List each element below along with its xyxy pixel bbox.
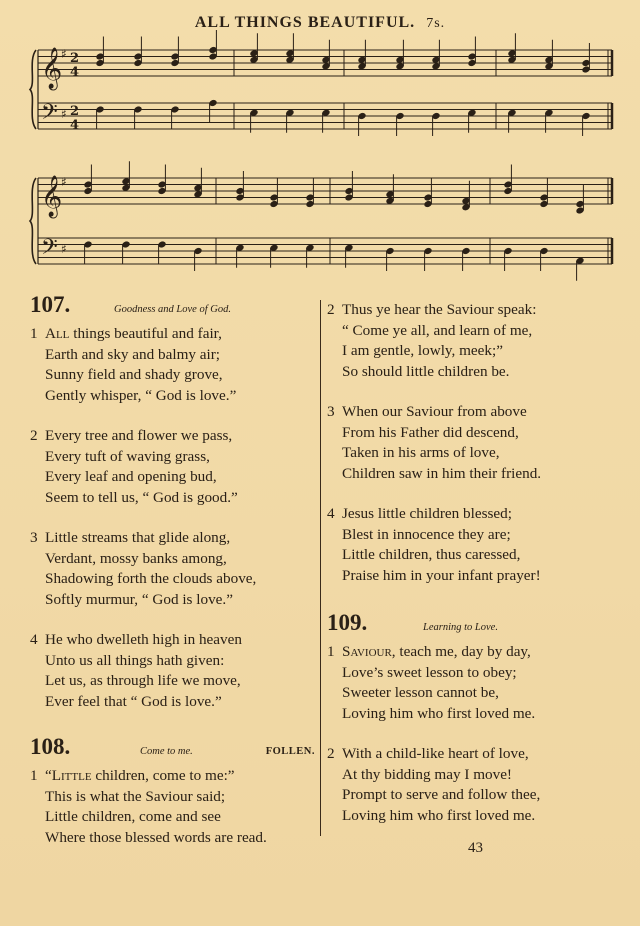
column-divider — [320, 300, 321, 836]
bass-clef: 𝄢 — [41, 235, 58, 265]
verse-line: “ Come ye all, and learn of me, — [342, 321, 533, 339]
verse-first-text: Thus ye hear the Saviour speak: — [342, 301, 537, 318]
bass-clef: 𝄢 — [41, 100, 58, 130]
verse — [30, 630, 315, 712]
brace — [30, 178, 36, 264]
verse — [327, 504, 627, 586]
verse — [30, 324, 315, 406]
verse-first-text: Little streams that glide along, — [45, 529, 231, 546]
verse-line: Every tuft of waving grass, — [45, 447, 210, 465]
verse-number: 3 — [30, 529, 38, 546]
verse-number: 1 — [327, 643, 335, 660]
right-column — [327, 300, 627, 826]
verse-number: 4 — [327, 505, 335, 522]
verse-first-word: “Little — [45, 767, 92, 784]
hymn-number: 108. — [30, 734, 71, 759]
hymn-number: 109. — [327, 610, 368, 635]
verse-line: Taken in his arms of love, — [342, 444, 500, 461]
verse-first-text: Jesus little children blessed; — [342, 505, 512, 522]
verse-first-text: Every tree and flower we pass, — [45, 427, 233, 444]
verse-number: 2 — [327, 301, 335, 318]
hymn-header — [30, 292, 315, 320]
verse-line: Every leaf and opening bud, — [45, 468, 217, 485]
verse-first-text: When our Saviour from above — [342, 403, 527, 420]
verse-line: Loving him who first loved me. — [342, 704, 536, 722]
verse-line: Verdant, mossy banks among, — [45, 549, 227, 567]
verse — [30, 766, 315, 848]
verse — [30, 528, 315, 610]
verse-first-line — [327, 744, 627, 765]
verse-line: Ever feel that “ God is love.” — [45, 692, 222, 710]
tune-title: ALL THINGS BEAUTIFUL. — [194, 14, 416, 31]
verse — [327, 642, 627, 724]
verse — [30, 426, 315, 508]
time-signature-bottom: 4 — [70, 65, 80, 80]
hymn-subtitle: Come to me. — [140, 746, 193, 757]
verse-number: 4 — [30, 631, 38, 648]
verse-line: Seem to tell us, “ God is good.” — [45, 488, 238, 506]
verse-first-word: All — [45, 325, 70, 342]
tune-meter: 7s. — [426, 16, 446, 31]
verse-line: Unto us all things hath given: — [45, 651, 225, 669]
left-column — [30, 292, 315, 848]
key-sharp: ♯ — [61, 175, 67, 189]
verse-first-word: Saviour, — [342, 643, 396, 660]
verse-line: Little children, come and see — [45, 808, 221, 825]
hymn-header — [30, 734, 315, 762]
key-sharp: ♯ — [61, 47, 67, 61]
verse-number: 1 — [30, 767, 38, 784]
verse — [327, 402, 627, 484]
time-signature-bottom: 4 — [70, 118, 80, 133]
verse-line: Softly murmur, “ God is love.” — [45, 590, 233, 608]
music-score — [0, 0, 640, 290]
hymn-subtitle: Learning to Love. — [423, 622, 498, 633]
treble-clef: 𝄞 — [41, 176, 63, 217]
verse-line: Loving him who first loved me. — [342, 806, 536, 824]
verse-line: Sweeter lesson cannot be, — [342, 684, 499, 701]
verse-first-text: teach me, day by day, — [395, 643, 531, 660]
brace — [30, 50, 36, 129]
verse-line: Children saw in him their friend. — [342, 464, 542, 482]
verse-first-line — [30, 766, 315, 787]
hymn-number: 107. — [30, 292, 71, 317]
verse-line: Sunny field and shady grove, — [45, 366, 223, 383]
verse-first-line — [327, 504, 627, 525]
page-number: 43 — [468, 840, 483, 856]
staff-lines — [30, 50, 612, 264]
time-signature-top: 2 — [70, 51, 80, 66]
verse-line: Prompt to serve and follow thee, — [342, 786, 541, 803]
verse-line: Gently whisper, “ God is love.” — [45, 386, 237, 404]
verse-first-line — [30, 324, 315, 345]
verse-first-line — [327, 402, 627, 423]
verse-line: From his Father did descend, — [342, 423, 519, 441]
verse-line: Earth and sky and balmy air; — [45, 345, 221, 363]
verse-first-text: things beautiful and fair, — [69, 325, 222, 342]
verse-number: 2 — [30, 427, 38, 444]
time-signature-top: 2 — [70, 104, 80, 119]
hymn-header — [327, 610, 627, 638]
verse-first-text: With a child-like heart of love, — [342, 745, 529, 762]
verse-first-line — [327, 642, 627, 663]
verse-line: Where those blessed words are read. — [45, 828, 267, 846]
verse — [327, 744, 627, 826]
notes — [84, 30, 591, 281]
verse-line: This is what the Saviour said; — [45, 787, 226, 805]
verse-number: 2 — [327, 745, 335, 762]
verse-first-text: He who dwelleth high in heaven — [45, 631, 242, 648]
verse-line: I am gentle, lowly, meek;” — [342, 342, 503, 359]
verse-line: Little children, thus caressed, — [342, 546, 521, 563]
clefs — [41, 47, 79, 265]
key-sharp: ♯ — [61, 242, 67, 256]
key-sharp: ♯ — [61, 107, 67, 121]
verse-number: 1 — [30, 325, 38, 342]
hymn-author: FOLLEN. — [265, 746, 315, 757]
verse-first-line — [30, 426, 315, 447]
verse-line: Let us, as through life we move, — [45, 672, 241, 689]
verse-line: Love’s sweet lesson to obey; — [342, 663, 517, 681]
verse-line: Blest in innocence they are; — [342, 525, 511, 543]
verse-line: At thy bidding may I move! — [342, 765, 512, 783]
verse-line: So should little children be. — [342, 362, 510, 380]
verse-line: Praise him in your infant prayer! — [342, 566, 541, 584]
verse-first-line — [30, 630, 315, 651]
hymn-subtitle: Goodness and Love of God. — [114, 304, 231, 315]
verse-number: 3 — [327, 403, 335, 420]
verse-line: Shadowing forth the clouds above, — [45, 570, 257, 587]
verse-first-line — [327, 300, 627, 321]
verse-first-line — [30, 528, 315, 549]
treble-clef: 𝄞 — [41, 48, 63, 89]
verse — [327, 300, 627, 382]
verse-first-text: children, come to me:” — [91, 767, 235, 784]
